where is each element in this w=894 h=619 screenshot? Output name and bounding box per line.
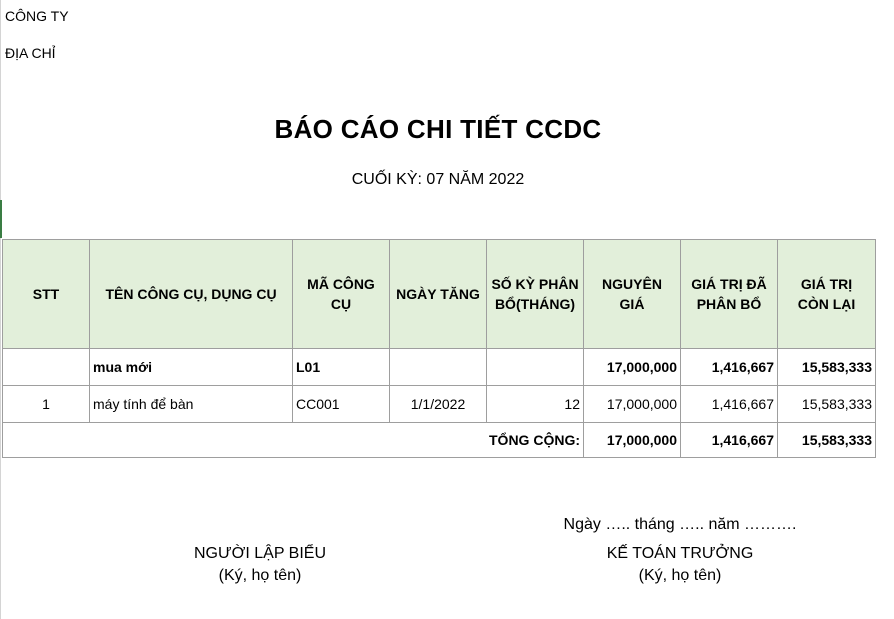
signature-date-line: Ngày ….. tháng ….. năm ………. — [563, 516, 797, 533]
header-original-cost[interactable]: NGUYÊN GIÁ — [584, 240, 681, 349]
ccdc-table — [2, 239, 876, 458]
group-stt[interactable] — [3, 349, 90, 386]
header-allocated-value[interactable]: GIÁ TRỊ ĐÃ PHÂN BỔ — [681, 240, 778, 349]
row-tool-code[interactable]: CC001 — [293, 386, 390, 423]
row-remaining-value[interactable]: 15,583,333 — [778, 386, 876, 423]
accountant-signature-block — [550, 543, 810, 587]
total-label[interactable]: TỔNG CỘNG: — [3, 423, 584, 458]
row-tool-name[interactable]: máy tính để bàn — [90, 386, 293, 423]
cell-cursor-marker — [0, 200, 2, 238]
sheet-left-gridline — [0, 0, 1, 619]
table-row — [3, 386, 876, 423]
total-remaining[interactable]: 15,583,333 — [778, 423, 876, 458]
group-periods[interactable] — [487, 349, 584, 386]
company-address-label: ĐỊA CHỈ — [5, 45, 56, 61]
header-tool-code[interactable]: MÃ CÔNG CỤ — [293, 240, 390, 349]
header-allocation-periods[interactable]: SỐ KỲ PHÂN BỔ(THÁNG) — [487, 240, 584, 349]
group-code[interactable]: L01 — [293, 349, 390, 386]
group-row — [3, 349, 876, 386]
header-increase-date[interactable]: NGÀY TĂNG — [390, 240, 487, 349]
report-title: BÁO CÁO CHI TIẾT CCDC — [274, 114, 602, 144]
row-allocated-value[interactable]: 1,416,667 — [681, 386, 778, 423]
company-name-label: CÔNG TY — [5, 8, 69, 24]
row-increase-date[interactable]: 1/1/2022 — [390, 386, 487, 423]
group-name[interactable]: mua mới — [90, 349, 293, 386]
accountant-title: KẾ TOÁN TRƯỞNG — [606, 545, 754, 562]
header-tool-name[interactable]: TÊN CÔNG CỤ, DỤNG CỤ — [90, 240, 293, 349]
group-date[interactable] — [390, 349, 487, 386]
total-row — [3, 423, 876, 458]
row-allocation-periods[interactable]: 12 — [487, 386, 584, 423]
preparer-signature-block — [130, 543, 390, 587]
group-allocated[interactable]: 1,416,667 — [681, 349, 778, 386]
total-allocated[interactable]: 1,416,667 — [681, 423, 778, 458]
group-remaining[interactable]: 15,583,333 — [778, 349, 876, 386]
preparer-title: NGƯỜI LẬP BIỂU — [193, 545, 326, 562]
total-cost[interactable]: 17,000,000 — [584, 423, 681, 458]
accountant-note: (Ký, họ tên) — [638, 567, 722, 584]
group-cost[interactable]: 17,000,000 — [584, 349, 681, 386]
preparer-note: (Ký, họ tên) — [218, 567, 302, 584]
header-stt[interactable]: STT — [3, 240, 90, 349]
report-period: CUỐI KỲ: 07 NĂM 2022 — [351, 171, 525, 188]
header-remaining-value[interactable]: GIÁ TRỊ CÒN LẠI — [778, 240, 876, 349]
table-header-row — [3, 240, 876, 349]
row-stt[interactable]: 1 — [3, 386, 90, 423]
row-original-cost[interactable]: 17,000,000 — [584, 386, 681, 423]
